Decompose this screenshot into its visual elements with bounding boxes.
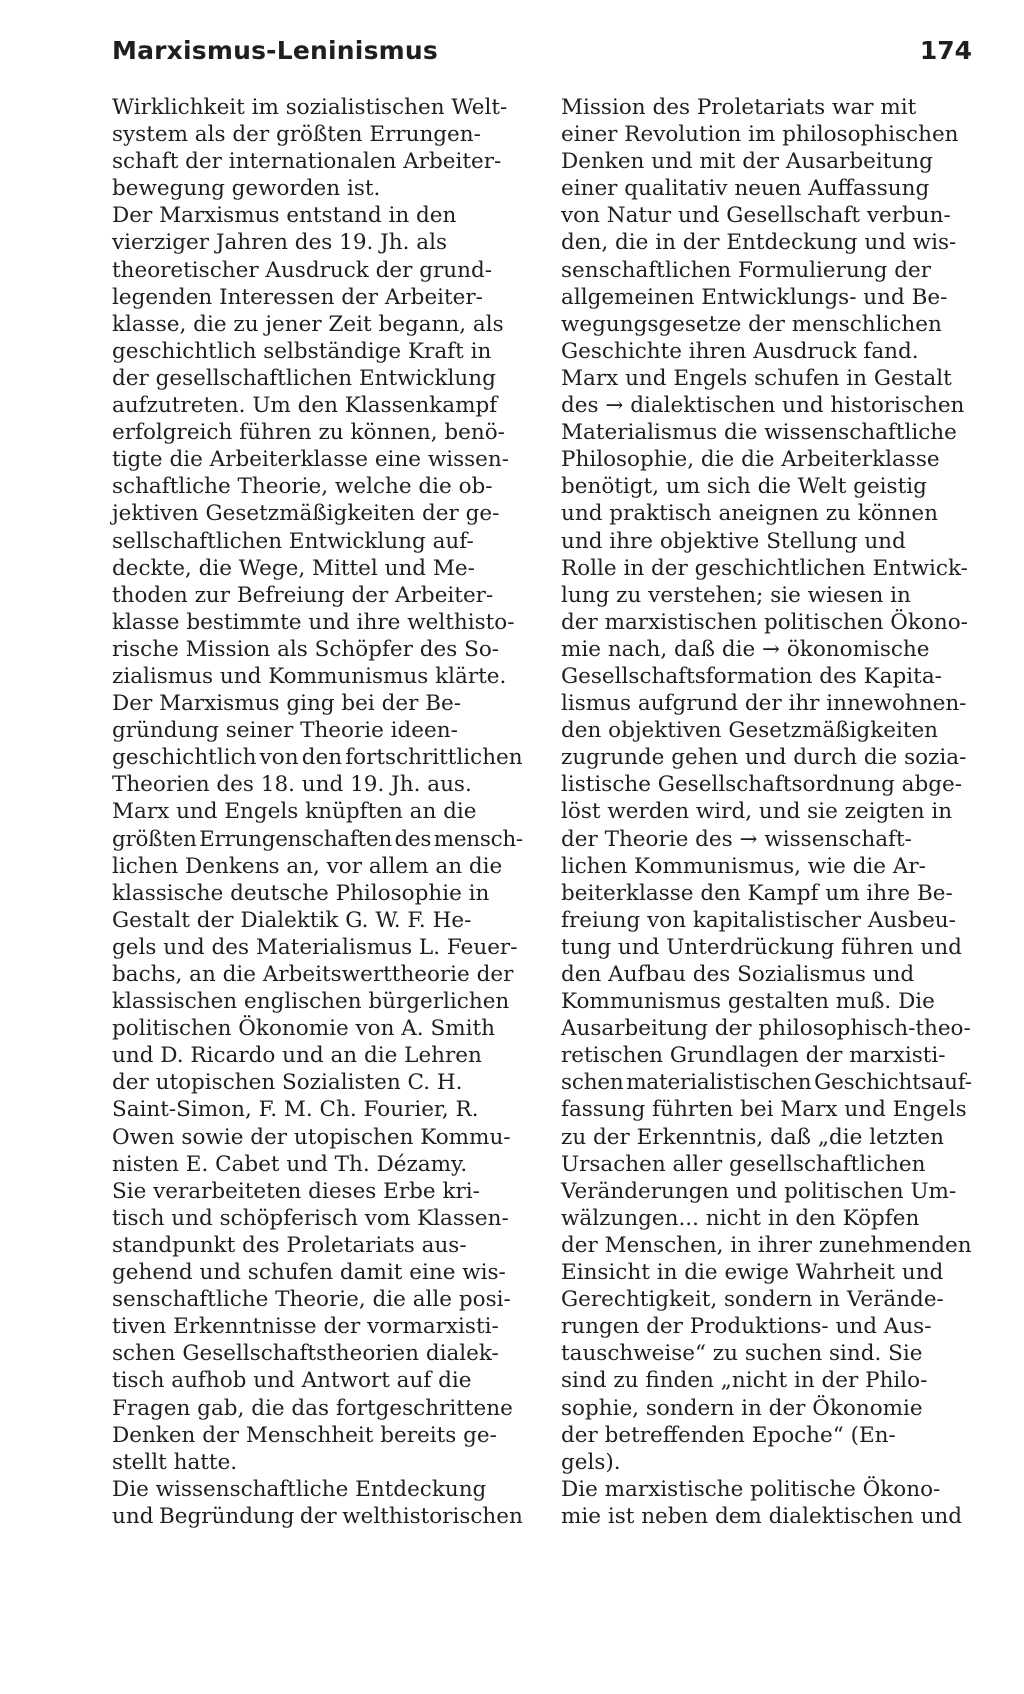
right-column-line: wegungsgesetze der menschlichen [561, 311, 942, 337]
right-column-line: löst werden wird, und sie zeigten in [561, 799, 953, 825]
page-number: 174 [919, 36, 972, 65]
left-column-line: legenden Interessen der Arbeiter- [112, 284, 483, 310]
left-column-line: vierziger Jahren des 19. Jh. als [112, 230, 448, 256]
right-column-line: wälzungen... nicht in den Köpfen [561, 1205, 920, 1231]
right-column-line: rungen der Produktions- und Aus- [561, 1314, 932, 1340]
right-column-line: allgemeinen Entwicklungs- und Be- [561, 284, 948, 310]
left-column-line: Gestalt der Dialektik G. W. F. He- [112, 907, 472, 933]
left-column-line: und D. Ricardo und an die Lehren [112, 1043, 482, 1069]
right-column-line: Einsicht in die ewige Wahrheit und [561, 1260, 944, 1286]
right-column-line: senschaftlichen Formulierung der [561, 257, 931, 283]
left-column-line: standpunkt des Proletariats aus- [112, 1232, 467, 1258]
right-column-line: sind zu finden „nicht in der Philo- [561, 1368, 928, 1394]
right-column-line: der Theorie des → wissenschaft- [561, 826, 912, 852]
right-column-line: mie ist neben dem dialektischen und [561, 1503, 963, 1529]
right-column-line: und ihre objektive Stellung und [561, 528, 906, 554]
left-column-line: nisten E. Cabet und Th. Dézamy. [112, 1151, 468, 1177]
left-column-line: der gesellschaftlichen Entwicklung [112, 365, 496, 391]
left-column-line: stellt hatte. [112, 1449, 238, 1475]
right-column-line: der betreffenden Epoche“ (En- [561, 1422, 896, 1448]
left-column-line: senschaftliche Theorie, die alle posi- [112, 1287, 511, 1313]
right-column-line: tung und Unterdrückung führen und [561, 934, 962, 960]
right-column-line: Philosophie, die die Arbeiterklasse [561, 447, 940, 473]
left-column-line: erfolgreich führen zu können, benö- [112, 420, 505, 446]
left-column-line: gründung seiner Theorie ideen- [112, 718, 458, 744]
left-column-line: sellschaftlichen Entwicklung auf- [112, 528, 474, 554]
left-column-line: schen Gesellschaftstheorien dialek- [112, 1341, 499, 1367]
right-column-line: der Menschen, in ihrer zunehmenden [561, 1232, 972, 1258]
right-column-line: Rolle in der geschichtlichen Entwick- [561, 555, 968, 581]
right-column-line: des → dialektischen und historischen [561, 393, 965, 419]
left-column-line: rische Mission als Schöpfer des So- [112, 636, 500, 662]
page-header [112, 34, 972, 74]
left-column-line: tisch aufhob und Antwort auf die [112, 1368, 472, 1394]
right-column-line: retischen Grundlagen der marxisti- [561, 1043, 946, 1069]
right-column [561, 94, 972, 1530]
left-column-line: klasse bestimmte und ihre welthisto- [112, 609, 515, 635]
left-column-line: tiven Erkenntnisse der vormarxisti- [112, 1314, 499, 1340]
right-column-line: benötigt, um sich die Welt geistig [561, 474, 927, 500]
running-head-title: Marxismus-Leninismus [112, 36, 438, 65]
left-column-line: und Begründung der welthistorischen [112, 1503, 523, 1529]
left-column-line: deckte, die Wege, Mittel und Me- [112, 555, 475, 581]
left-column-line: theoretischer Ausdruck der grund- [112, 257, 492, 283]
right-column-line: Gesellschaftsformation des Kapita- [561, 663, 942, 689]
left-column-line: größten Errungenschaften des mensch- [112, 826, 523, 852]
left-column-line: Saint-Simon, F. M. Ch. Fourier, R. [112, 1097, 479, 1123]
left-column-line: system als der größten Errungen- [112, 122, 481, 148]
left-column-line: aufzutreten. Um den Klassenkampf [112, 393, 498, 419]
right-column-line: und praktisch aneignen zu können [561, 501, 938, 527]
left-column-line: Sie verarbeiteten dieses Erbe kri- [112, 1178, 480, 1204]
right-column-line: Gerechtigkeit, sondern in Verände- [561, 1287, 944, 1313]
left-column-line: klasse, die zu jener Zeit begann, als [112, 311, 504, 337]
right-column-line: schen materialistischen Geschichtsauf- [561, 1070, 972, 1096]
right-column-line: zugrunde gehen und durch die sozia- [561, 745, 967, 771]
right-column-line: Materialismus die wissenschaftliche [561, 420, 957, 446]
right-column-line: lung zu verstehen; sie wiesen in [561, 582, 911, 608]
left-column-line: jektiven Gesetzmäßigkeiten der ge- [112, 501, 500, 527]
left-column-line: Theorien des 18. und 19. Jh. aus. [112, 772, 472, 798]
left-column-line: Wirklichkeit im sozialistischen Welt- [112, 95, 508, 120]
left-column-line: schaftliche Theorie, welche die ob- [112, 474, 493, 500]
left-column-line: gehend und schufen damit eine wis- [112, 1260, 506, 1286]
left-column-line: politischen Ökonomie von A. Smith [112, 1016, 495, 1042]
left-column-line: tisch und schöpferisch vom Klassen- [112, 1205, 509, 1231]
right-column-line: Die marxistische politische Ökono- [561, 1476, 941, 1502]
right-column-line: beiterklasse den Kampf um ihre Be- [561, 880, 953, 906]
right-column-text [561, 94, 972, 1530]
right-column-line: einer Revolution im philosophischen [561, 122, 959, 148]
right-column-line: fassung führten bei Marx und Engels [561, 1097, 967, 1123]
right-column-line: Ursachen aller gesellschaftlichen [561, 1151, 926, 1177]
left-column [112, 94, 523, 1530]
left-column-line: zialismus und Kommunismus klärte. [112, 663, 507, 689]
right-column-line: von Natur und Gesellschaft verbun- [561, 203, 951, 229]
left-column-line: schaft der internationalen Arbeiter- [112, 149, 502, 175]
right-column-line: den, die in der Entdeckung und wis- [561, 230, 957, 256]
left-column-text [112, 94, 523, 1530]
right-column-line: Denken und mit der Ausarbeitung [561, 149, 933, 175]
left-column-line: lichen Denkens an, vor allem an die [112, 853, 503, 879]
left-column-line: geschichtlich von den fortschrittlichen [112, 745, 523, 771]
right-column-line: Geschichte ihren Ausdruck fand. [561, 338, 919, 364]
left-column-line: Die wissenschaftliche Entdeckung [112, 1476, 487, 1502]
right-column-line: den Aufbau des Sozialismus und [561, 962, 915, 987]
right-column-line: listische Gesellschaftsordnung abge- [561, 772, 963, 798]
right-column-line: Ausarbeitung der philosophisch-theo- [561, 1016, 971, 1042]
left-column-line: klassische deutsche Philosophie in [112, 880, 490, 906]
left-column-line: tigte die Arbeiterklasse eine wissen- [112, 447, 510, 473]
right-column-line: Kommunismus gestalten muß. Die [561, 989, 935, 1015]
left-column-line: gels und des Materialismus L. Feuer- [112, 934, 518, 960]
left-column-line: Owen sowie der utopischen Kommu- [112, 1124, 511, 1150]
left-column-line: Denken der Menschheit bereits ge- [112, 1422, 497, 1448]
left-column-line: geschichtlich selbständige Kraft in [112, 338, 492, 364]
left-column-line: bewegung geworden ist. [112, 176, 381, 202]
left-column-line: Der Marxismus entstand in den [112, 203, 457, 229]
right-column-line: zu der Erkenntnis, daß „die letzten [561, 1124, 944, 1150]
left-column-line: Fragen gab, die das fortgeschrittene [112, 1395, 513, 1421]
right-column-line: einer qualitativ neuen Auffassung [561, 176, 930, 202]
left-column-line: thoden zur Befreiung der Arbeiter- [112, 582, 494, 608]
left-column-line: bachs, an die Arbeitswerttheorie der [112, 962, 514, 987]
left-column-line: Marx und Engels knüpften an die [112, 799, 477, 825]
right-column-line: der marxistischen politischen Ökono- [561, 609, 968, 635]
right-column-line: Mission des Proletariats war mit [561, 95, 917, 120]
right-column-line: lichen Kommunismus, wie die Ar- [561, 853, 926, 879]
left-column-line: der utopischen Sozialisten C. H. [112, 1070, 463, 1096]
right-column-line: mie nach, daß die → ökonomische [561, 636, 930, 662]
right-column-line: Marx und Engels schufen in Gestalt [561, 365, 952, 391]
right-column-line: sophie, sondern in der Ökonomie [561, 1395, 923, 1421]
right-column-line: lismus aufgrund der ihr innewohnen- [561, 691, 967, 717]
left-column-line: Der Marxismus ging bei der Be- [112, 691, 461, 717]
right-column-line: Veränderungen und politischen Um- [561, 1178, 957, 1204]
right-column-line: gels). [561, 1449, 621, 1475]
right-column-line: freiung von kapitalistischer Ausbeu- [561, 907, 956, 933]
left-column-line: klassischen englischen bürgerlichen [112, 989, 510, 1015]
right-column-line: tauschweise“ zu suchen sind. Sie [561, 1341, 923, 1367]
right-column-line: den objektiven Gesetzmäßigkeiten [561, 718, 939, 744]
